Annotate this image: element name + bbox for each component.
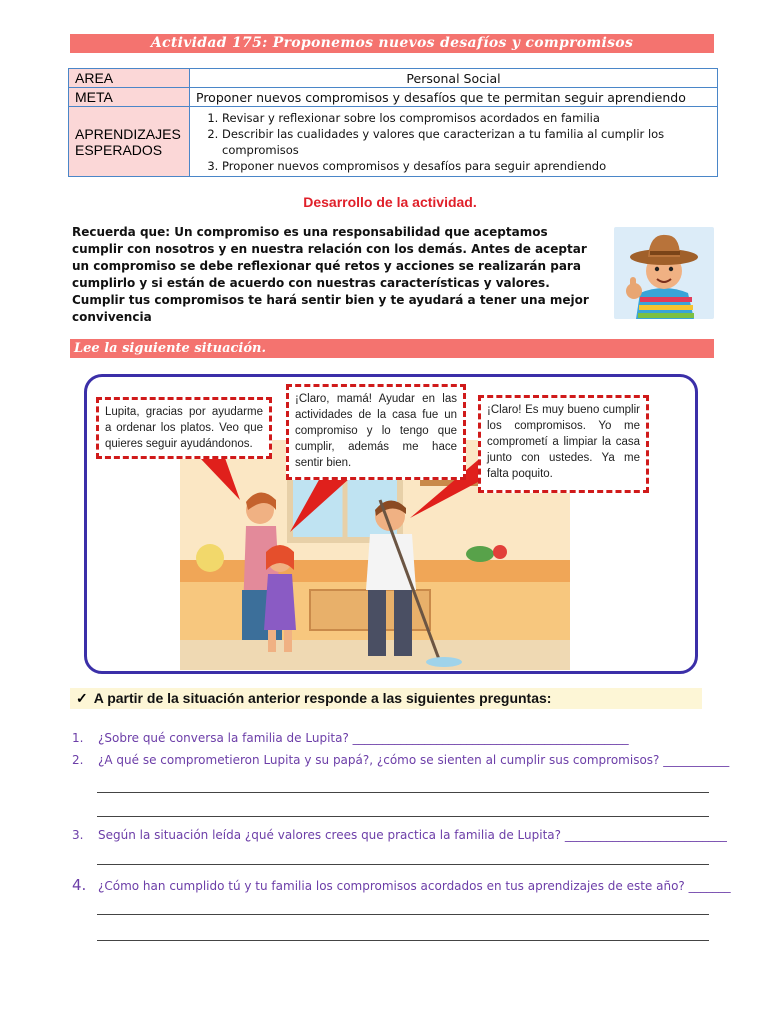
aprendizaje-item: 2. Describir las cualidades y valores que caracterizan a tu familia al cumplir los compromisos <box>222 126 711 158</box>
mom-speech-bubble: Lupita, gracias por ayudarme a ordenar los platos. Veo que quieres seguir ayudándonos. <box>96 397 272 459</box>
question-text: ¿A qué se comprometieron Lupita y su papá?, ¿cómo se sienten al cumplir sus compromisos? ___________ <box>98 753 730 767</box>
answer-line-4b[interactable] <box>97 940 709 941</box>
meta-value: Proponer nuevos compromisos y desafíos que te permitan seguir aprendiendo <box>190 88 718 107</box>
girl-speech-bubble: ¡Claro, mamá! Ayudar en las actividades de la casa fue un compromiso y lo tengo que cumplir, además me hace sentir bien. <box>286 384 466 480</box>
aprendizaje-item: 1. Revisar y reflexionar sobre los compromisos acordados en familia <box>222 110 711 126</box>
question-number: 1. <box>72 731 84 745</box>
question-number: 2. <box>72 753 84 767</box>
question-text: Según la situación leída ¿qué valores crees que practica la familia de Lupita? ___________________________ <box>98 828 727 842</box>
answer-line-2b[interactable] <box>97 816 709 817</box>
meta-label: META <box>69 88 190 107</box>
question-text: ¿Sobre qué conversa la familia de Lupita? ______________________________________________ <box>98 731 629 745</box>
recuerda-bold-text: Cumplir tus compromisos te hará sentir bien y te ayudará a tener una mejor convivencia <box>72 293 589 324</box>
question-number: 3. <box>72 828 84 842</box>
question-4 <box>72 876 731 894</box>
lee-situacion-title: Lee la siguiente situación. <box>70 339 714 358</box>
question-3 <box>72 828 727 842</box>
answer-line-3a[interactable] <box>97 864 709 865</box>
question-1 <box>72 731 629 745</box>
dad-speech-bubble: ¡Claro! Es muy bueno cumplir los compromisos. Yo me comprometí a limpiar la casa junto con ustedes. Ya me falta poquito. <box>478 395 649 493</box>
question-text: ¿Cómo han cumplido tú y tu familia los compromisos acordados en tus aprendizajes de este año? _______ <box>98 879 731 893</box>
aprendizajes-label-line2: ESPERADOS <box>75 141 163 158</box>
area-value: Personal Social <box>190 69 718 88</box>
desarrollo-title: Desarrollo de la actividad. <box>303 194 477 210</box>
area-label: AREA <box>69 69 190 88</box>
mom-bubble-pointer <box>200 458 240 500</box>
aprendizaje-item: 3. Proponer nuevos compromisos y desafíos para seguir aprendiendo <box>222 158 711 174</box>
girl-bubble-pointer <box>290 478 350 532</box>
checkmark-icon: ✓ <box>76 690 88 706</box>
answer-line-2a[interactable] <box>97 792 709 793</box>
question-2 <box>72 753 729 767</box>
responde-title-text: A partir de la situación anterior responde a las siguientes preguntas: <box>93 690 552 706</box>
activity-title: Actividad 175: Proponemos nuevos desafíos y compromisos <box>70 34 714 53</box>
question-number: 4. <box>72 876 87 894</box>
answer-line-4a[interactable] <box>97 914 709 915</box>
aprendizajes-label-line1: APRENDIZAJES <box>75 125 181 142</box>
recuerda-text: Recuerda que: Un compromiso es una responsabilidad que aceptamos cumplir con nosotros y en nuestra relación con los demás. Antes de aceptar un compromiso se debe reflexionar qué retos y acciones se realizarán para cumplirlo y si están de acuerdo con nuestras características y valores. <box>72 225 587 290</box>
responde-title <box>70 688 702 709</box>
